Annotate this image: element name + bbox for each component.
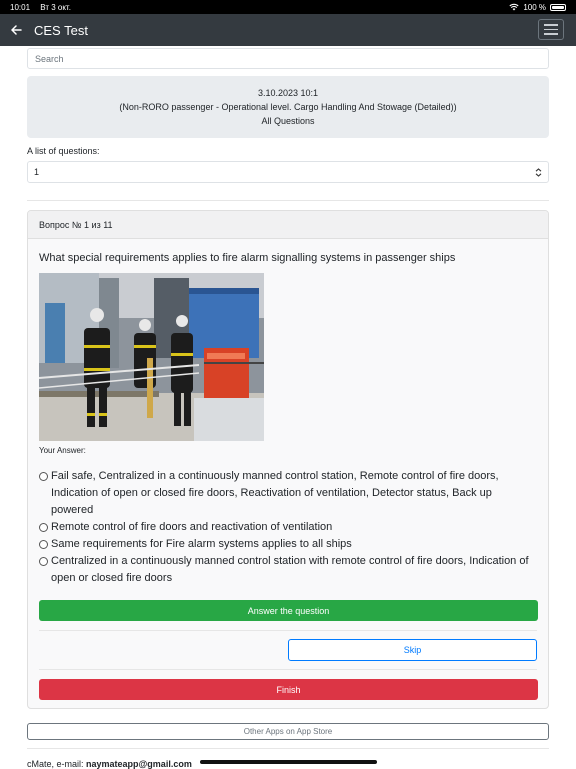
wifi-icon [509, 3, 519, 11]
answer-option[interactable] [39, 536, 537, 553]
question-photo [39, 273, 264, 441]
answer-option-text: Same requirements for Fire alarm systems applies to all ships [51, 538, 352, 550]
question-select[interactable] [27, 161, 549, 183]
question-select-value: 1 [34, 167, 40, 177]
hamburger-icon-line [544, 33, 558, 35]
answer-options [39, 468, 537, 587]
divider [39, 669, 537, 670]
skip-row [39, 631, 537, 669]
home-indicator[interactable] [200, 760, 377, 764]
status-bar-left [10, 3, 79, 12]
question-text: What special requirements applies to fire alarm signalling systems in passenger ships [39, 252, 456, 264]
main-content [27, 48, 549, 709]
top-navbar [0, 14, 576, 46]
question-list-label: A list of questions: [27, 146, 100, 156]
answer-option-text: Centralized in a continuously manned control station with remote control of fire doors, Indication of open or closed fire doors [51, 555, 529, 584]
question-card [27, 210, 549, 709]
page-title: CES Test [34, 22, 88, 38]
finish-button[interactable]: Finish [39, 679, 538, 700]
test-course: (Non-RORO passenger - Operational level. Cargo Handling And Stowage (Detailed)) [119, 102, 457, 112]
arrow-left-icon [11, 25, 22, 35]
search-input[interactable] [27, 48, 549, 69]
status-time: 10:01 [10, 2, 31, 12]
test-date: 3.10.2023 10:1 [257, 88, 319, 98]
status-date: Вт 3 окт. [40, 2, 71, 12]
answer-option-text: Fail safe, Centralized in a continuously manned control station, Remote control of fire doors, Indication of open or closed fire doors, Reactivation of ventilation, Detector status, Back up powered [51, 470, 499, 516]
test-info-panel [27, 76, 549, 138]
hamburger-icon-line [544, 24, 558, 26]
back-button[interactable] [2, 14, 30, 46]
footer-email[interactable]: naymateapp@gmail.com [86, 759, 192, 769]
menu-button[interactable] [538, 19, 564, 40]
hamburger-icon-line [544, 29, 558, 31]
question-counter: Вопрос № 1 из 11 [28, 211, 548, 239]
answer-button[interactable]: Answer the question [39, 600, 538, 621]
battery-icon [550, 4, 566, 11]
answer-option-text: Remote control of fire doors and reactivation of ventilation [51, 521, 333, 533]
select-chevrons-icon [535, 168, 542, 177]
test-scope: All Questions [261, 116, 315, 126]
radio-button[interactable] [39, 540, 48, 549]
status-bar-right [509, 3, 566, 12]
status-bar [0, 0, 576, 14]
radio-button[interactable] [39, 472, 48, 481]
footer-prefix: cMate, e-mail: [27, 759, 87, 769]
battery-percent: 100 % [523, 2, 546, 12]
skip-button[interactable]: Skip [288, 639, 537, 661]
divider [27, 200, 549, 201]
your-answer-label: Your Answer: [39, 446, 86, 455]
question-card-body [28, 251, 548, 700]
radio-button[interactable] [39, 557, 48, 566]
answer-option[interactable] [39, 468, 537, 519]
answer-option[interactable] [39, 553, 537, 587]
divider [27, 748, 549, 749]
answer-option[interactable] [39, 519, 537, 536]
other-apps-button[interactable]: Other Apps on App Store [27, 723, 549, 740]
radio-button[interactable] [39, 523, 48, 532]
